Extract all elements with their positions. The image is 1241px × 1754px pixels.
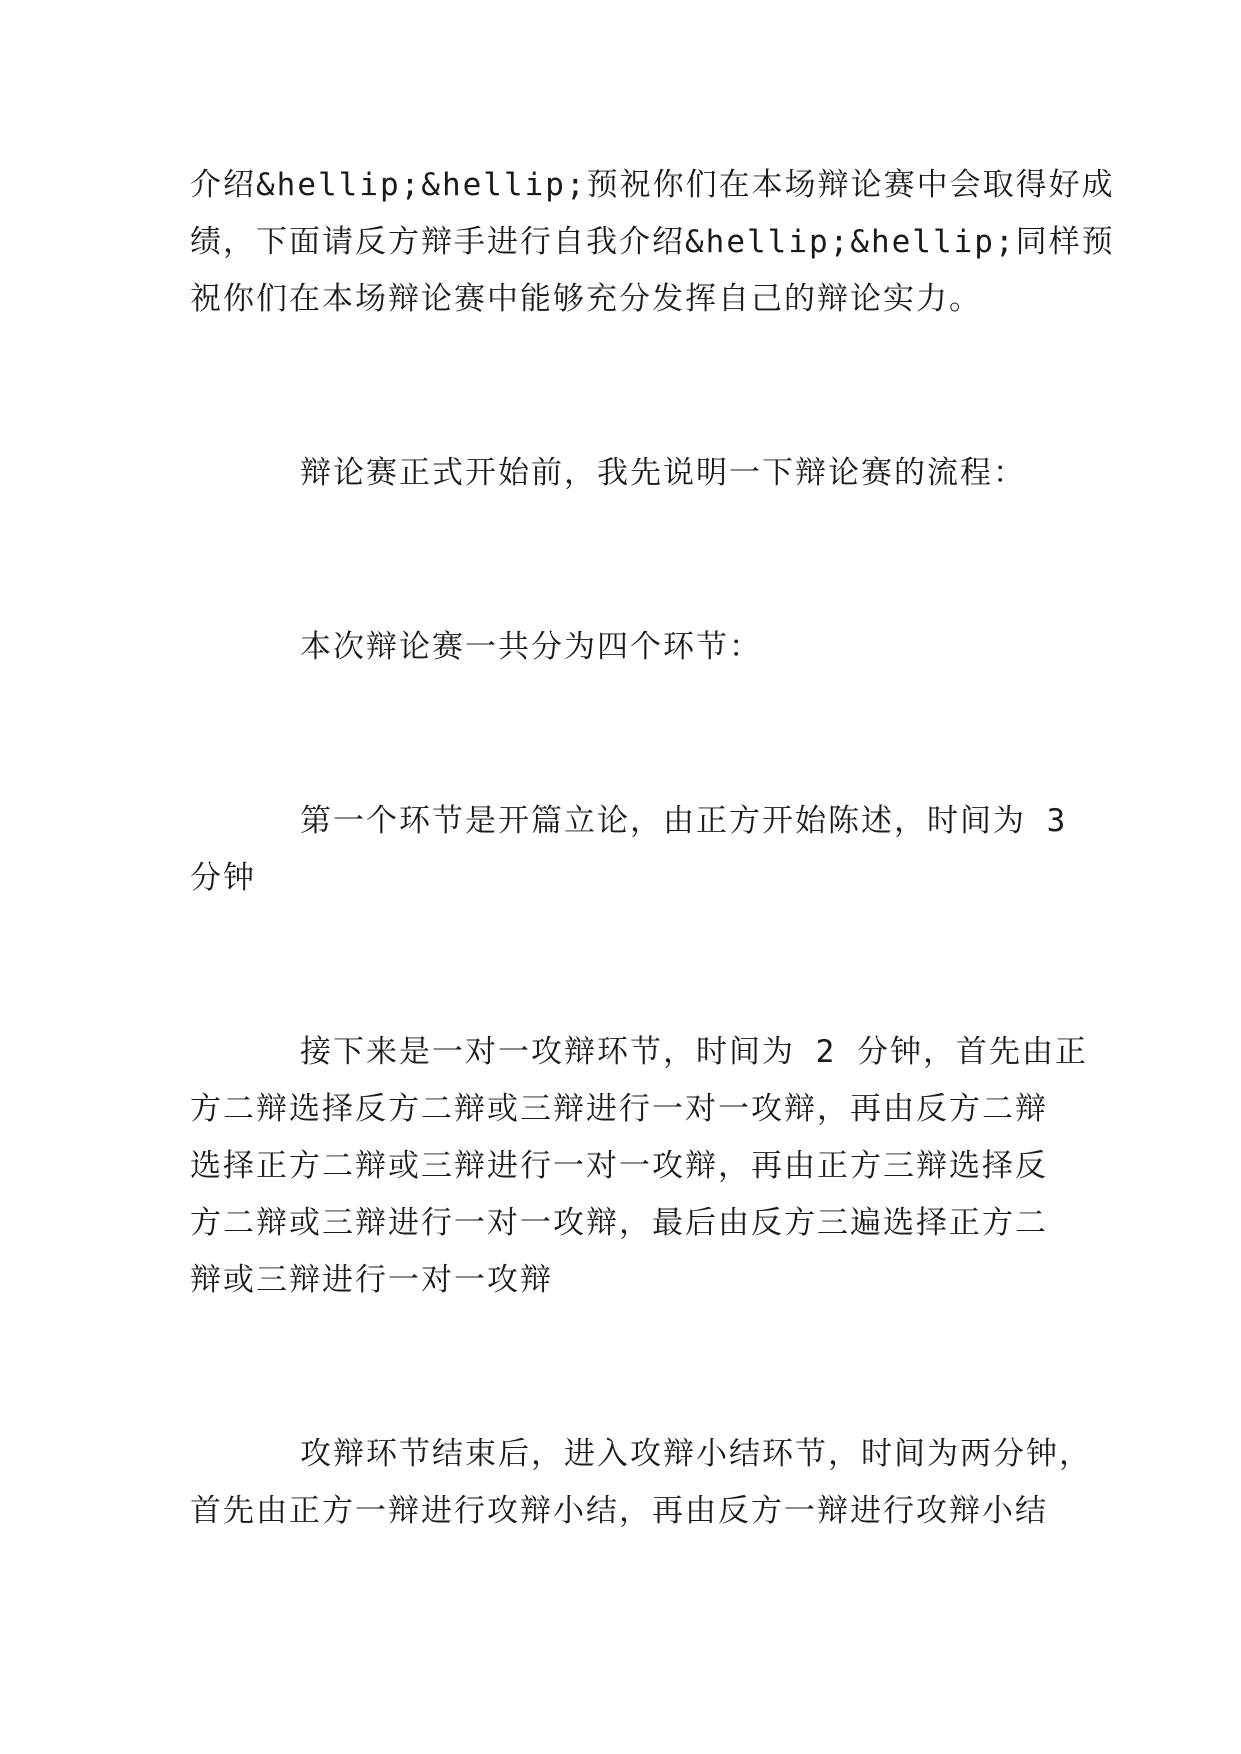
text-line: 接下来是一对一攻辩环节，时间为 2 分钟，首先由正 (300, 1034, 1088, 1070)
text-line: 绩，下面请反方辩手进行自我介绍&hellip;&hellip;同样预 (190, 224, 1115, 260)
text-line: 分钟 (190, 860, 256, 896)
text-line: 首先由正方一辩进行攻辩小结，再由反方一辩进行攻辩小结 (190, 1493, 1048, 1529)
text-line: 方二辩选择反方二辩或三辩进行一对一攻辩，再由反方二辩 (190, 1091, 1048, 1127)
text-line: 方二辩或三辩进行一对一攻辩，最后由反方三遍选择正方二 (190, 1205, 1048, 1241)
text-line: 攻辩环节结束后，进入攻辩小结环节，时间为两分钟， (300, 1436, 1092, 1472)
text-line: 选择正方二辩或三辩进行一对一攻辩，再由正方三辩选择反 (190, 1148, 1048, 1184)
text-line: 辩论赛正式开始前，我先说明一下辩论赛的流程： (300, 455, 1026, 491)
text-line: 本次辩论赛一共分为四个环节： (300, 629, 762, 665)
text-line: 第一个环节是开篇立论，由正方开始陈述，时间为 3 (300, 803, 1068, 839)
text-line: 介绍&hellip;&hellip;预祝你们在本场辩论赛中会取得好成 (190, 167, 1115, 203)
text-line: 祝你们在本场辩论赛中能够充分发挥自己的辩论实力。 (190, 281, 982, 317)
text-line: 辩或三辩进行一对一攻辩 (190, 1262, 553, 1298)
